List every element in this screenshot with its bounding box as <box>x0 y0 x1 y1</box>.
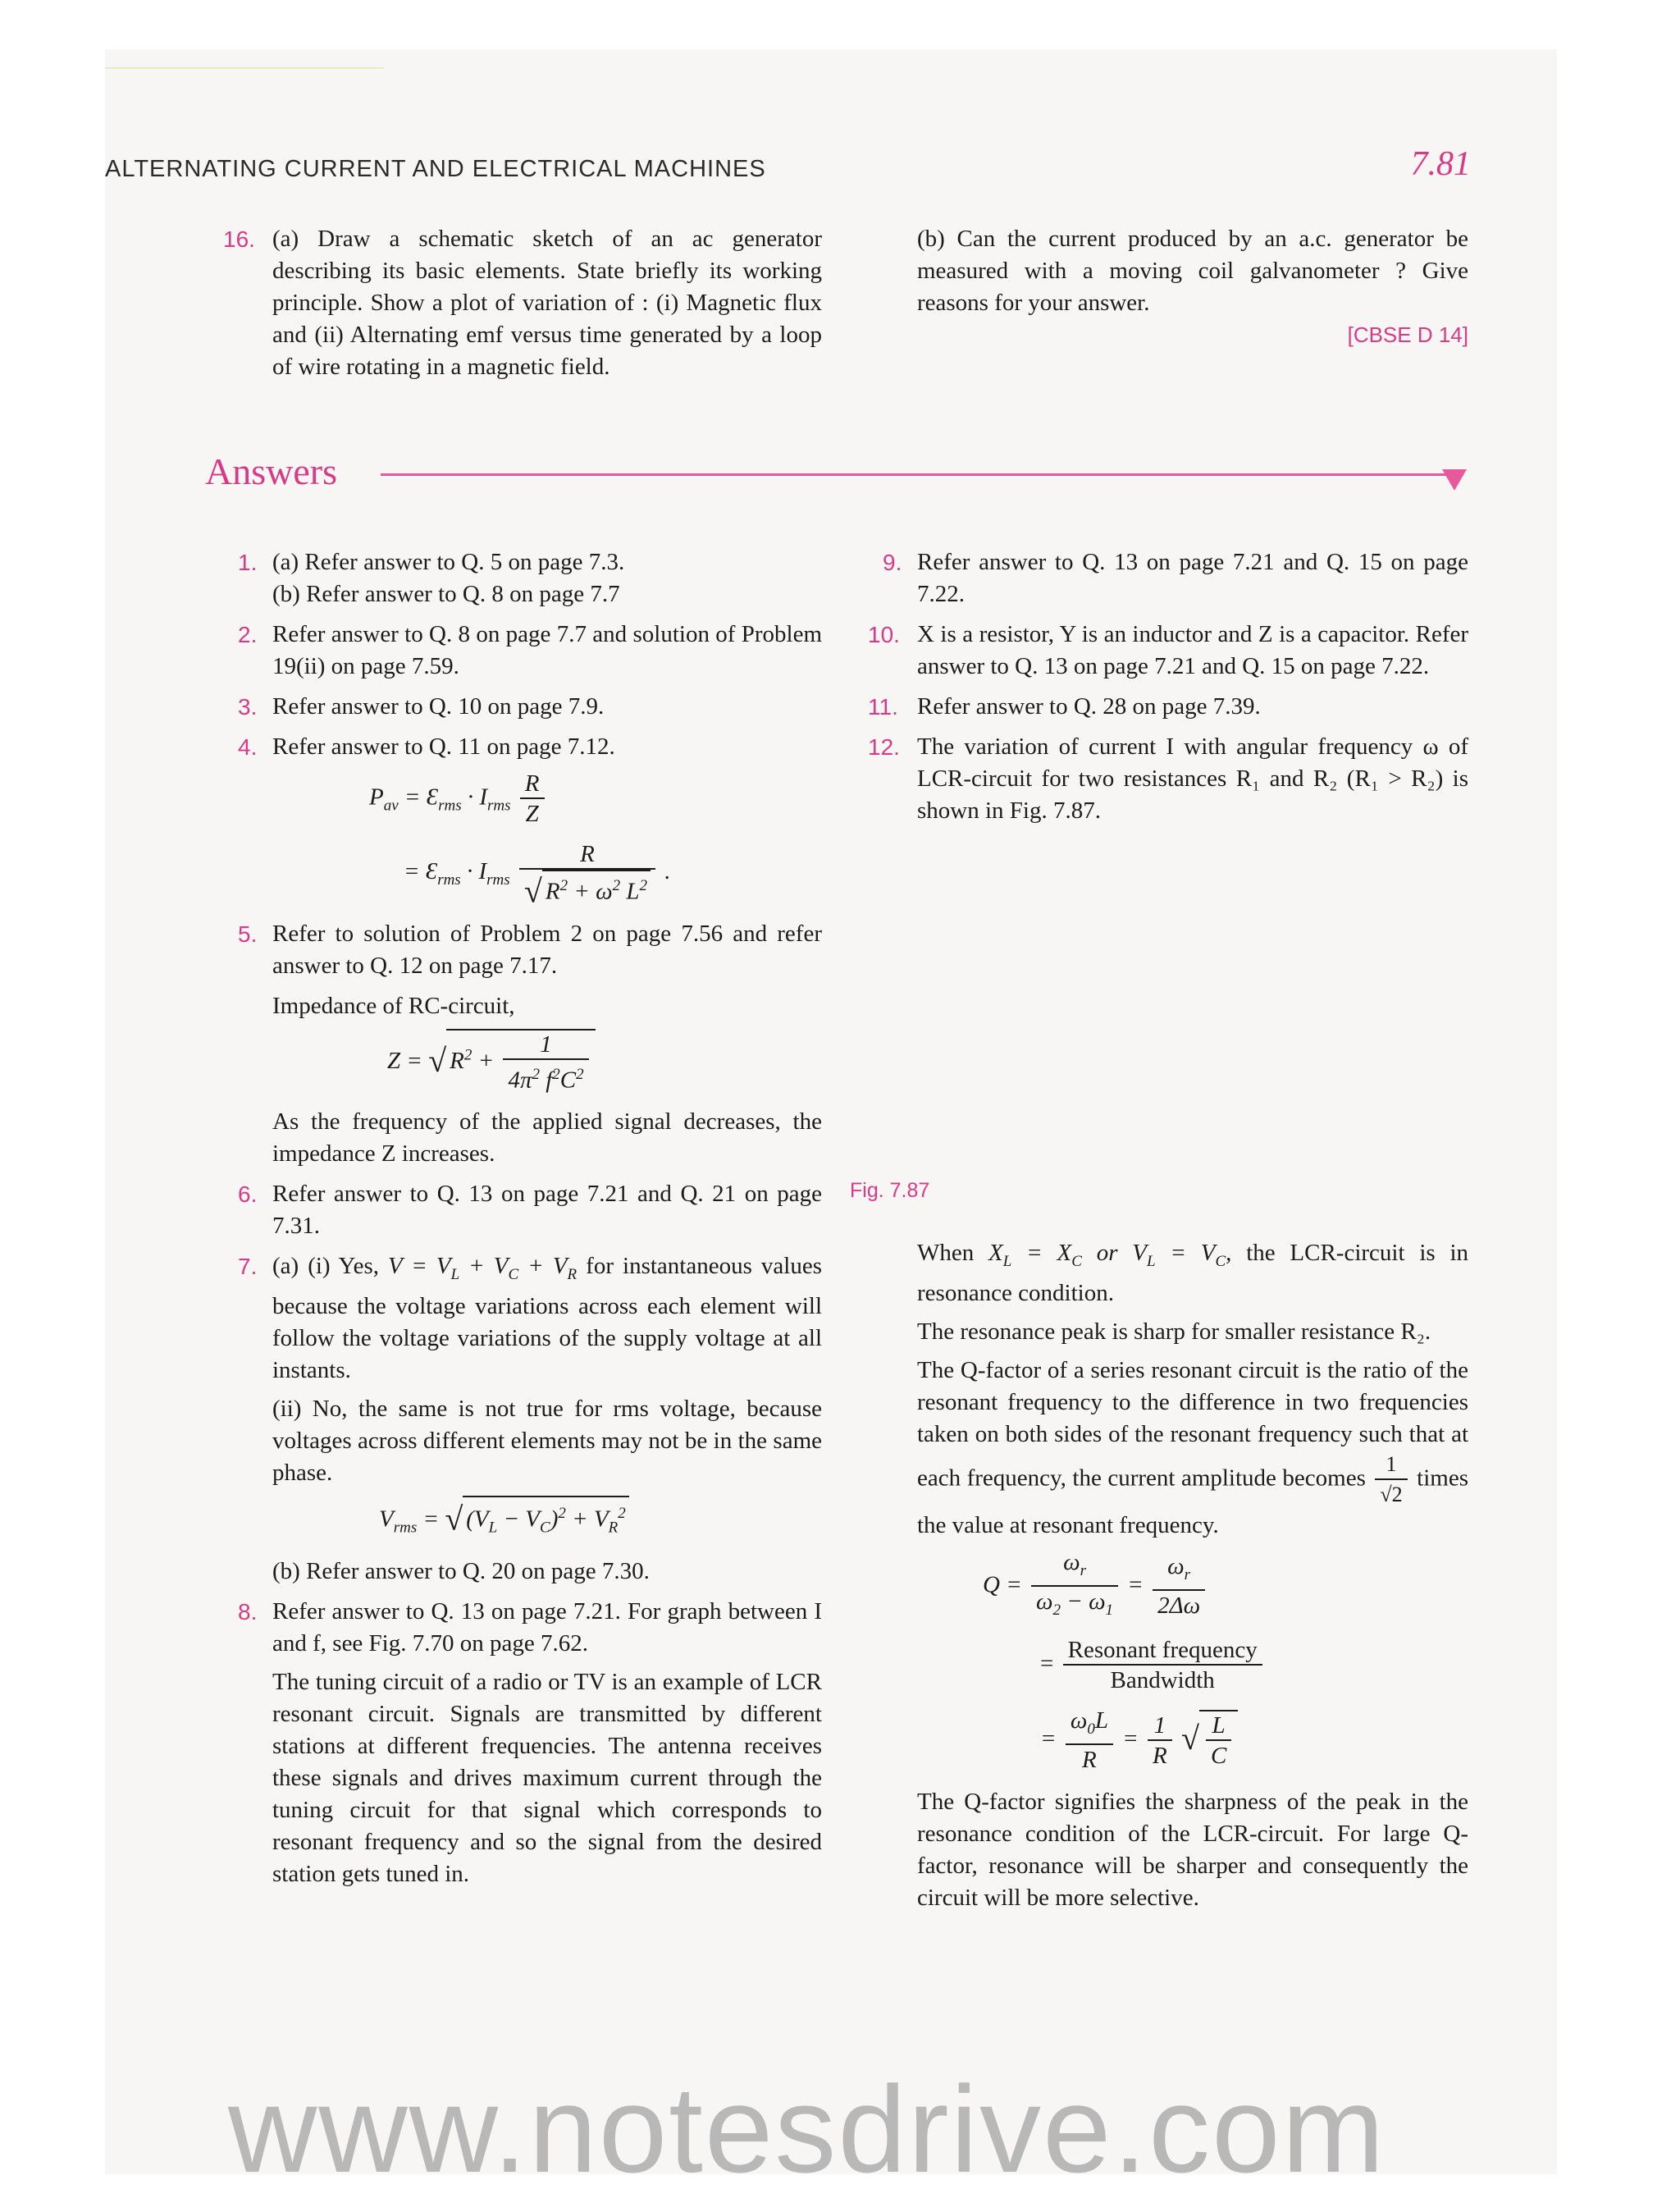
exam-citation: [CBSE D 14] <box>1347 322 1468 347</box>
qfactor-lc-equation: = $\frac{\omega_0L}{R}$ = $\frac{1}{R}$ √ $\frac{L}{C}$ <box>917 1707 1468 1775</box>
answer-text: Refer answer to Q. 10 on page 7.9. <box>272 693 605 720</box>
answers-left-column <box>223 546 822 1899</box>
answer-1 <box>223 546 822 610</box>
answer-text: (a) Refer answer to Q. 5 on page 7.3. <box>272 549 625 575</box>
answer-number: 1. <box>238 550 258 575</box>
answer-number: 5. <box>238 921 258 947</box>
resonance-peak: The resonance peak is sharp for smaller resistance R₂. <box>917 1318 1431 1345</box>
answer-12 <box>868 731 1468 827</box>
answer-number: 11. <box>868 694 898 720</box>
question-text: (a) Draw a schematic sketch of an ac generator describing its basic elements. State briefly its working principle. Show a plot of variation of : (i) Magnetic flux and (ii) Alternating emf versus time generated by a loop of wire rotating in a magnetic field. <box>272 226 822 380</box>
impedance-intro: Impedance of RC-circuit, <box>272 992 515 1019</box>
answer-number: 6. <box>238 1181 258 1208</box>
answer-text: Refer to solution of Problem 2 on page 7.56 and refer answer to Q. 12 on page 7.17. <box>272 920 822 979</box>
qfactor-meaning: The Q-factor signifies the sharpness of the peak in the resonance condition of the LCR-circuit. For large Q-factor, resonance will be sharper and consequently the circuit will be more selective. <box>917 1789 1468 1912</box>
resonant-frequency-label: Resonant frequency <box>1063 1636 1262 1666</box>
page-number: 7.81 <box>1410 145 1471 183</box>
answer-text: Refer answer to Q. 13 on page 7.21 and Q. 15 on page 7.22. <box>917 549 1468 607</box>
answer-text: Refer answer to Q. 13 on page 7.21 and Q. 21 on page 7.31. <box>272 1181 822 1240</box>
vrms-equation: $V_{rms}$ = √ $(V_L - V_C)^2 + V_R^2$ <box>272 1496 822 1543</box>
bandwidth-label: Bandwidth <box>1110 1667 1215 1694</box>
answer-11 <box>868 691 1468 723</box>
question-text: (b) Can the current produced by an a.c. generator be measured with a moving coil galvanometer ? Give reasons for your answer. <box>917 226 1468 316</box>
answer-7a-prefix: (a) (i) Yes, <box>272 1253 379 1280</box>
answer-7a-rest: for instantaneous values because the voltage variations across each element will follow the voltage variations of the supply voltage at all instants. <box>272 1253 822 1384</box>
answers-right-column <box>868 546 1468 835</box>
resonance-condition: When $X_L = X_C$ or $V_L = V_C$, the LCR-circuit is in resonance condition. <box>917 1240 1469 1306</box>
qfactor-equation: Q = $\frac{\omega_r}{\omega_2 - \omega_1}$ = $\frac{\omega_r}{2\Delta\omega}$ <box>917 1548 1468 1625</box>
answer-number: 3. <box>238 694 258 720</box>
question-item <box>223 223 822 383</box>
question-16-part-b <box>868 223 1468 356</box>
answer-text: Refer answer to Q. 13 on page 7.21. For graph between I and f, see Fig. 7.70 on page 7.62. <box>272 1597 822 1656</box>
running-header: ALTERNATING CURRENT AND ELECTRICAL MACHINES <box>105 156 766 182</box>
answer-7a: (a) (i) Yes, $V = V_L + V_C + V_R$ for instantaneous values because the voltage variations across each element will follow the voltage variations of the supply voltage at all instants. <box>272 1253 822 1384</box>
answer-7b: (b) Refer answer to Q. 20 on page 7.30. <box>272 1557 650 1584</box>
answer-text: (b) Refer answer to Q. 8 on page 7.7 <box>272 581 620 607</box>
qfactor-definition: The Q-factor of a series resonant circuit is the ratio of the resonant frequency to the difference in two frequencies taken on both sides of the resonant frequency such that at each frequency, the current amplitude becomes $\frac{1}{√2}$ times the value at resonant frequency. <box>917 1356 1468 1538</box>
answer-number: 9. <box>883 550 902 575</box>
resonance-suffix: the LCR-circuit is in resonance condition. <box>917 1240 1469 1306</box>
answers-rule <box>381 473 1463 476</box>
answer-12-continued <box>868 1237 1468 1922</box>
answer-9 <box>868 546 1468 610</box>
answer-text: The variation of current I with angular frequency ω of LCR-circuit for two resistances R₁ and R₂ (R₁ > R₂) is shown in Fig. 7.87. <box>917 733 1468 824</box>
answer-text: Refer answer to Q. 8 on page 7.7 and solution of Problem 19(ii) on page 7.59. <box>272 621 822 679</box>
answers-heading: Answers <box>205 450 337 492</box>
answer-6 <box>223 1178 822 1242</box>
figure-caption: Fig. 7.87 <box>850 1179 930 1202</box>
question-16-part-a <box>223 223 822 388</box>
question-item <box>868 223 1468 351</box>
answer-text: Refer answer to Q. 28 on page 7.39. <box>917 693 1261 720</box>
qfactor-definition-end: times the value at resonant frequency. <box>917 1465 1468 1538</box>
impedance-equation: Z = √ $R^2$ + $\frac{1}{4\pi^2 f^2C^2}$ <box>272 1029 822 1095</box>
qfactor-ratio: = $\frac{\text{Resonant frequency}}{\text{Bandwidth}}$ <box>917 1636 1468 1695</box>
answer-8 <box>223 1596 822 1890</box>
answer-2 <box>223 619 822 683</box>
answer-number: 2. <box>238 622 258 647</box>
answer-10 <box>868 619 1468 683</box>
answer-5 <box>223 918 822 1171</box>
answer-number: 7. <box>238 1254 258 1280</box>
answer-3 <box>223 691 822 723</box>
answer-7-part-ii: (ii) No, the same is not true for rms voltage, because voltages across different elements may not be in the same phase. <box>272 1396 822 1487</box>
answer-number: 10. <box>868 622 900 647</box>
answer-text: Refer answer to Q. 11 on page 7.12. <box>272 733 615 760</box>
impedance-conclusion: As the frequency of the applied signal decreases, the impedance Z increases. <box>272 1108 822 1168</box>
top-rule <box>105 67 384 69</box>
answer-12-body <box>868 1237 1468 1914</box>
answer-4 <box>223 731 822 910</box>
answer-text: X is a resistor, Y is an inductor and Z is a capacitor. Refer answer to Q. 13 on page 7.21 and Q. 15 on page 7.22. <box>917 621 1468 679</box>
qfactor-definition-text: The Q-factor of a series resonant circuit is the ratio of the resonant frequency to the difference in two frequencies taken on both sides of the resonant frequency such that at each frequency, the current amplitude becomes <box>917 1356 1468 1492</box>
power-equation-1: $P_{av}$ = $Ɛ_{rms} \cdot I_{rms}$ $\frac{R}{Z}$ <box>272 770 822 829</box>
answers-rule-arrow-icon <box>1442 469 1467 491</box>
watermark: www.notesdrive.com <box>228 2060 1386 2198</box>
question-number: 16. <box>223 226 255 252</box>
tuning-circuit-paragraph: The tuning circuit of a radio or TV is an example of LCR resonant circuit. Signals are transmitted by different stations at different frequencies. The antenna receives these signals and drives maximum current through the tuning circuit for that signal which corresponds to resonant frequency and so the signal from the desired station gets tuned in. <box>272 1668 822 1887</box>
answer-number: 12. <box>868 734 900 760</box>
power-equation-2: = $Ɛ_{rms} \cdot I_{rms}$ $\frac{R}{√ R^2 + \omega^2 L^2}$ . <box>404 841 671 910</box>
answer-number: 4. <box>238 734 258 760</box>
resonance-prefix: When <box>917 1240 975 1266</box>
answer-7 <box>223 1250 822 1587</box>
answer-number: 8. <box>238 1598 258 1625</box>
